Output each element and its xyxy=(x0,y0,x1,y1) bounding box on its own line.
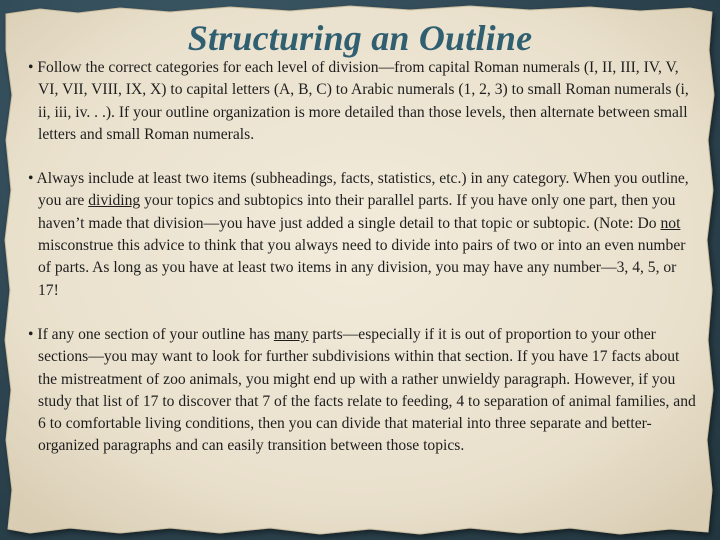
slide-title: Structuring an Outline xyxy=(187,18,533,58)
bullet-text: misconstrue this advice to think that you always need to divide into pairs of two or into an even number of parts. As long as you have at least two items in any division, you may have any number—3, 4, 5, or 17! xyxy=(38,237,686,299)
underlined-word-many: many xyxy=(273,325,309,343)
outline-guidelines xyxy=(24,57,696,458)
bullet-paragraph-2 xyxy=(24,168,696,302)
underlined-word-not: not xyxy=(660,214,681,232)
bullet-paragraph-1 xyxy=(24,57,696,146)
bullet-marker: • xyxy=(28,170,34,188)
bullet-marker: • xyxy=(28,325,34,343)
bullet-text: If any one section of your outline has xyxy=(37,325,274,343)
bullet-paragraph-3 xyxy=(24,324,696,458)
bullet-text: parts—especially if it is out of proportion to your other sections—you may want to look for further subdivisions within that section. If you have 17 facts about the mistreatment of zoo animals, you might end up with a rather unwieldy paragraph. However, if you study that list of 17 to discover that 7 of the facts relate to feeding, 4 to separation of animal families, and 6 to comfortable living conditions, then you can divide that material into three separate and better-organized paragraphs and can easily transition between those topics. xyxy=(38,325,696,455)
underlined-word-dividing: dividing xyxy=(88,192,141,210)
bullet-text: your topics and subtopics into their parallel parts. If you have only one part, then you haven’t made that division—you have just added a single detail to that topic or subtopic. (Note: Do xyxy=(38,192,676,232)
bullet-marker: • xyxy=(28,59,34,76)
bullet-text: Always include at least two items (subheadings, facts, statistics, etc.) in any category. When you outline, you are xyxy=(36,170,689,210)
bullet-text: Follow the correct categories for each level of division—from capital Roman numerals (I, II, III, IV, V, VI, VII, VIII, IX, X) to capital letters (A, B, C) to Arabic numerals (1, 2, 3) to small Roman numerals (i, ii, iii, iv. . .). If your outline organization is more detailed than those levels, then alternate between small letters and small Roman numerals. xyxy=(37,59,689,143)
